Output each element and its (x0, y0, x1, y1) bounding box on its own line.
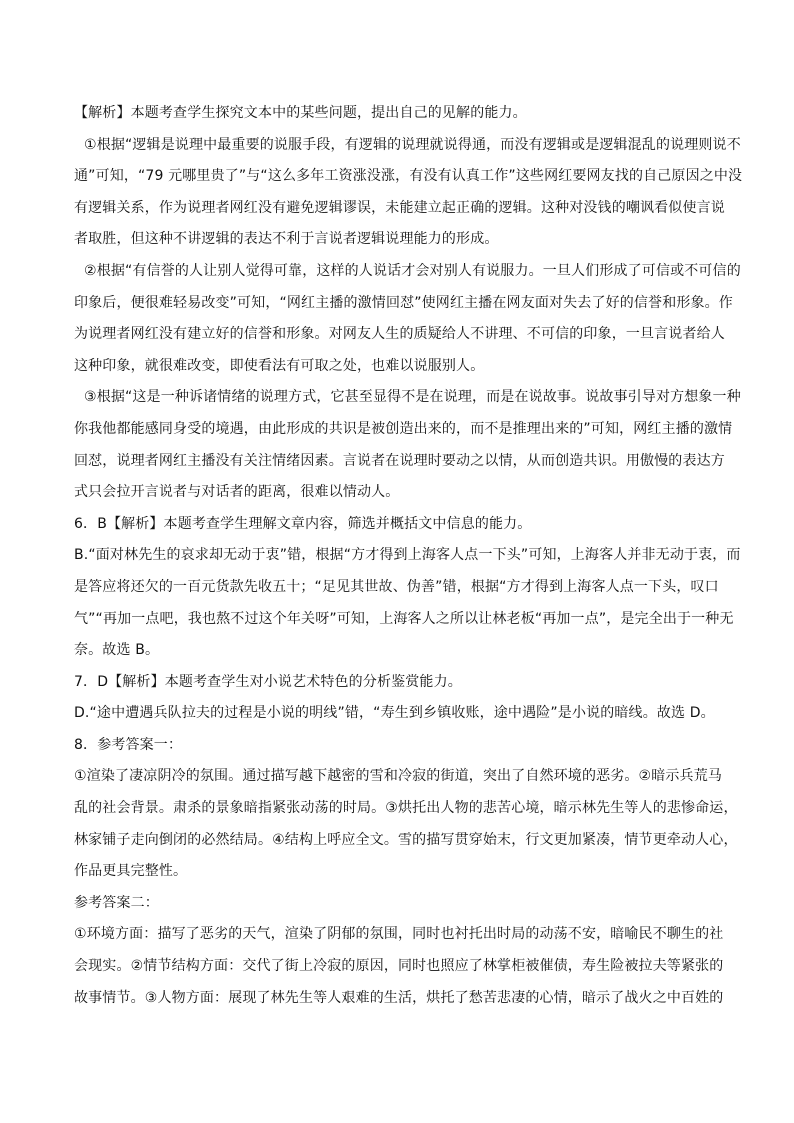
text-line: 你我他都能感同身受的境遇，由此形成的共识是被创造出来的，而不是推理出来的”可知，网红主播的激情 (74, 420, 733, 437)
text-line: ③根据“这是一种诉诸情绪的说理方式，它甚至显得不是在说理，而是在说故事。说故事引导对方想象一种 (84, 389, 741, 406)
text-line: 【解析】本题考查学生探究文本中的某些问题，提出自己的见解的能力。 (74, 105, 527, 121)
text-line: 会现实。②情节结构方面：交代了街上冷寂的原因，同时也照应了林掌柜被催债，寿生险被拉夫等紧张的 (74, 958, 724, 975)
text-line: 故事情节。③人物方面：展现了林先生等人艰难的生活，烘托了愁苦悲凄的心情，暗示了战火之中百姓的 (74, 989, 724, 1006)
text-line: 气”“再加一点吧，我也熬不过这个年关呀”可知，上海客人之所以让林老板“再加一点”，是完全出于一种无 (74, 610, 734, 627)
text-line: 式只会拉开言说者与对话者的距离，很难以情动人。 (74, 484, 400, 501)
text-line: 奈。故选 B。 (74, 642, 160, 659)
text-line: 是答应将还欠的一百元货款先收五十；“足见其世故、伪善”错，根据“方才得到上海客人点一下头，叹口 (74, 578, 719, 595)
text-line: 乱的社会背景。肃杀的景象暗指紧张动荡的时局。③烘托出人物的悲苦心境，暗示林先生等人的悲惨命运， (74, 800, 738, 817)
text-line: 通”可知，“79 元哪里贵了”与“这么多年工资涨没涨，有没有认真工作”这些网红要网友找的自己原因之中没 (74, 168, 743, 185)
text-line: 者取胜，但这种不讲逻辑的表达不利于言说者逻辑说理能力的形成。 (74, 231, 499, 248)
text-line: B.“面对林先生的哀求却无动于衷”错，根据“方才得到上海客人点一下头”可知，上海客人并非无动于衷，而 (74, 547, 741, 564)
text-line: 这种印象，就很难改变，即使看法有可取之处，也难以说服别人。 (74, 357, 485, 374)
text-line: 有逻辑关系，作为说理者网红没有避免逻辑谬误，未能建立起正确的逻辑。这种对没钱的嘲讽看似使言说 (74, 199, 725, 216)
text-line: 印象后，便很难轻易改变”可知，“网红主播的激情回怼”使网红主播在网友面对失去了好的信誉和形象。作 (74, 294, 733, 311)
text-line: 林家铺子走向倒闭的必然结局。④结构上呼应全文。雪的描写贯穿始末，行文更加紧凑，情节更牵动人心， (74, 831, 738, 848)
question-7-heading: 7．D【解析】本题考查学生对小说艺术特色的分析鉴赏能力。 (74, 673, 462, 690)
answer-explanation-body (74, 98, 743, 1014)
text-line: 作品更具完整性。 (74, 863, 188, 880)
reference-answer-2-heading: 参考答案二： (74, 894, 159, 911)
text-line: 回怼，说理者网红主播没有关注情绪因素。言说者在说理时要动之以情，从而创造共识。用傲慢的表达方 (74, 452, 725, 469)
text-line: ②根据“有信誉的人让别人觉得可靠，这样的人说话才会对别人有说服力。一旦人们形成了可信或不可信的 (84, 262, 741, 279)
text-line: D.“途中遭遇兵队拉夫的过程是小说的明线”错，“寿生到乡镇收账，途中遇险”是小说的暗线。故选 D。 (74, 705, 715, 722)
question-6-heading: 6．B【解析】本题考查学生理解文章内容，筛选并概括文中信息的能力。 (74, 515, 532, 532)
text-line: ①渲染了凄凉阴冷的氛围。通过描写越下越密的雪和冷寂的街道，突出了自然环境的恶劣。②暗示兵荒马 (74, 768, 722, 785)
text-line: ①环境方面：描写了恶劣的天气，渲染了阴郁的氛围，同时也衬托出时局的动荡不安，暗喻民不聊生的社 (74, 926, 724, 943)
question-8-heading: 8．参考答案一： (74, 736, 183, 753)
text-line: 为说理者网红没有建立好的信誉和形象。对网友人生的质疑给人不讲理、不可信的印象，一旦言说者给人 (74, 326, 725, 343)
text-line: ①根据“逻辑是说理中最重要的说服手段，有逻辑的说理就说得通，而没有逻辑或是逻辑混乱的说理则说不 (84, 136, 741, 153)
